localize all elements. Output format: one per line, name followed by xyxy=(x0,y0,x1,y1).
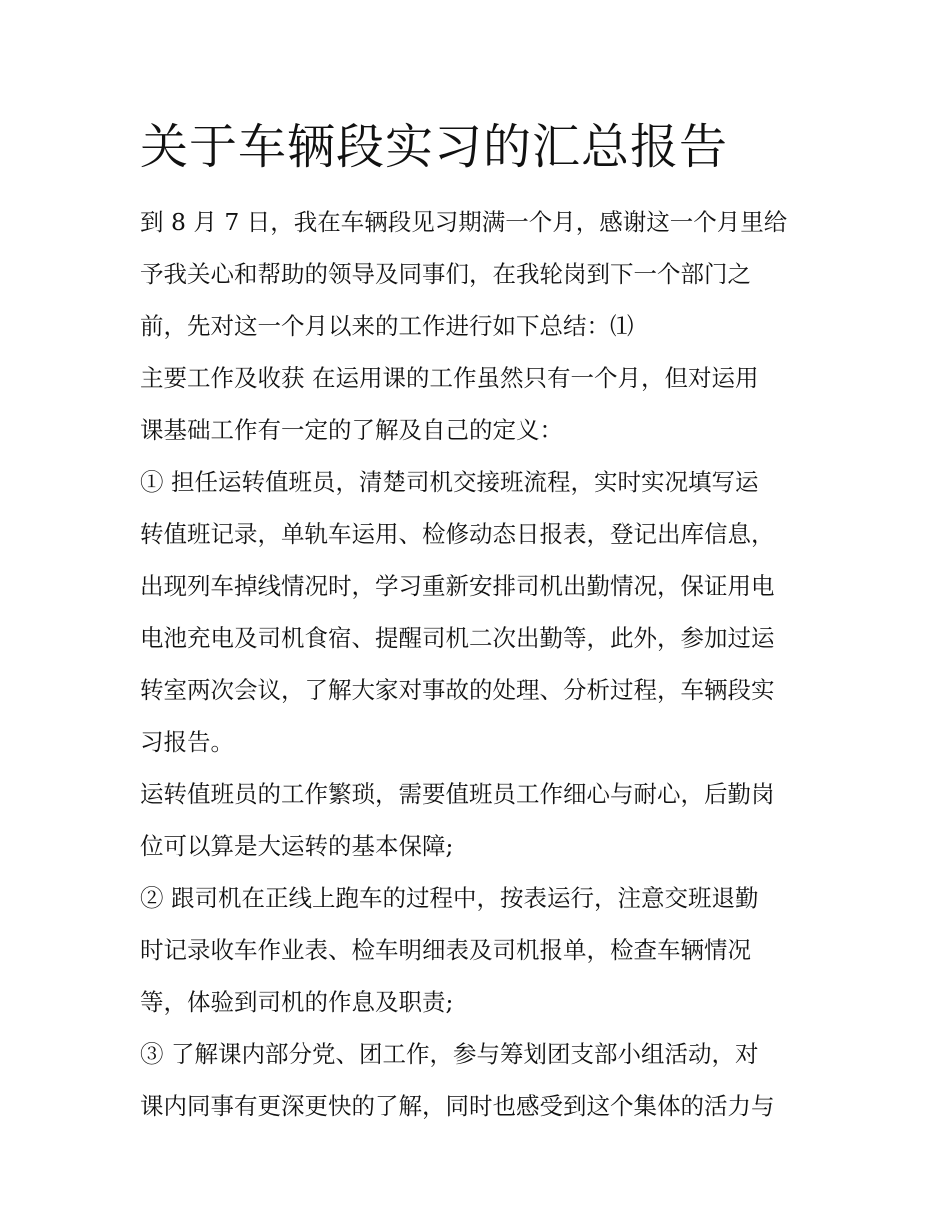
body-line: 等，体验到司机的作息及职责; xyxy=(140,988,454,1016)
body-line: 转值班记录，单轨车运用、检修动态日报表，登记出库信息， xyxy=(140,520,775,548)
document-title: 关于车辆段实习的汇总报告 xyxy=(140,119,729,175)
body-line: 位可以算是大运转的基本保障; xyxy=(140,832,454,860)
body-line: 电池充电及司机食宿、提醒司机二次出勤等，此外，参加过运 xyxy=(140,624,775,652)
body-line: ① 担任运转值班员，清楚司机交接班流程，实时实况填写运 xyxy=(140,468,759,496)
body-line: 习报告。 xyxy=(140,728,234,756)
body-line: 课基础工作有一定的了解及自己的定义： xyxy=(140,416,563,444)
body-line: 时记录收车作业表、检车明细表及司机报单，检查车辆情况 xyxy=(140,936,751,964)
body-line: ③ 了解课内部分党、团工作，参与筹划团支部小组活动，对 xyxy=(140,1040,759,1068)
body-line: 到 8 月 7 日，我在车辆段见习期满一个月，感谢这一个月里给 xyxy=(140,208,788,236)
body-line: 运转值班员的工作繁琐，需要值班员工作细心与耐心，后勤岗 xyxy=(140,780,775,808)
body-line: ② 跟司机在正线上跑车的过程中，按表运行，注意交班退勤 xyxy=(140,884,759,912)
body-line: 课内同事有更深更快的了解，同时也感受到这个集体的活力与 xyxy=(140,1092,775,1120)
document-body xyxy=(140,196,830,1132)
body-line: 予我关心和帮助的领导及同事们，在我轮岗到下一个部门之 xyxy=(140,260,751,288)
body-line: 转室两次会议，了解大家对事故的处理、分析过程，车辆段实 xyxy=(140,676,775,704)
body-line: 主要工作及收获 在运用课的工作虽然只有一个月，但对运用 xyxy=(140,364,759,392)
body-line: 前，先对这一个月以来的工作进行如下总结：⑴ xyxy=(140,312,634,340)
body-line: 出现列车掉线情况时，学习重新安排司机出勤情况，保证用电 xyxy=(140,572,775,600)
